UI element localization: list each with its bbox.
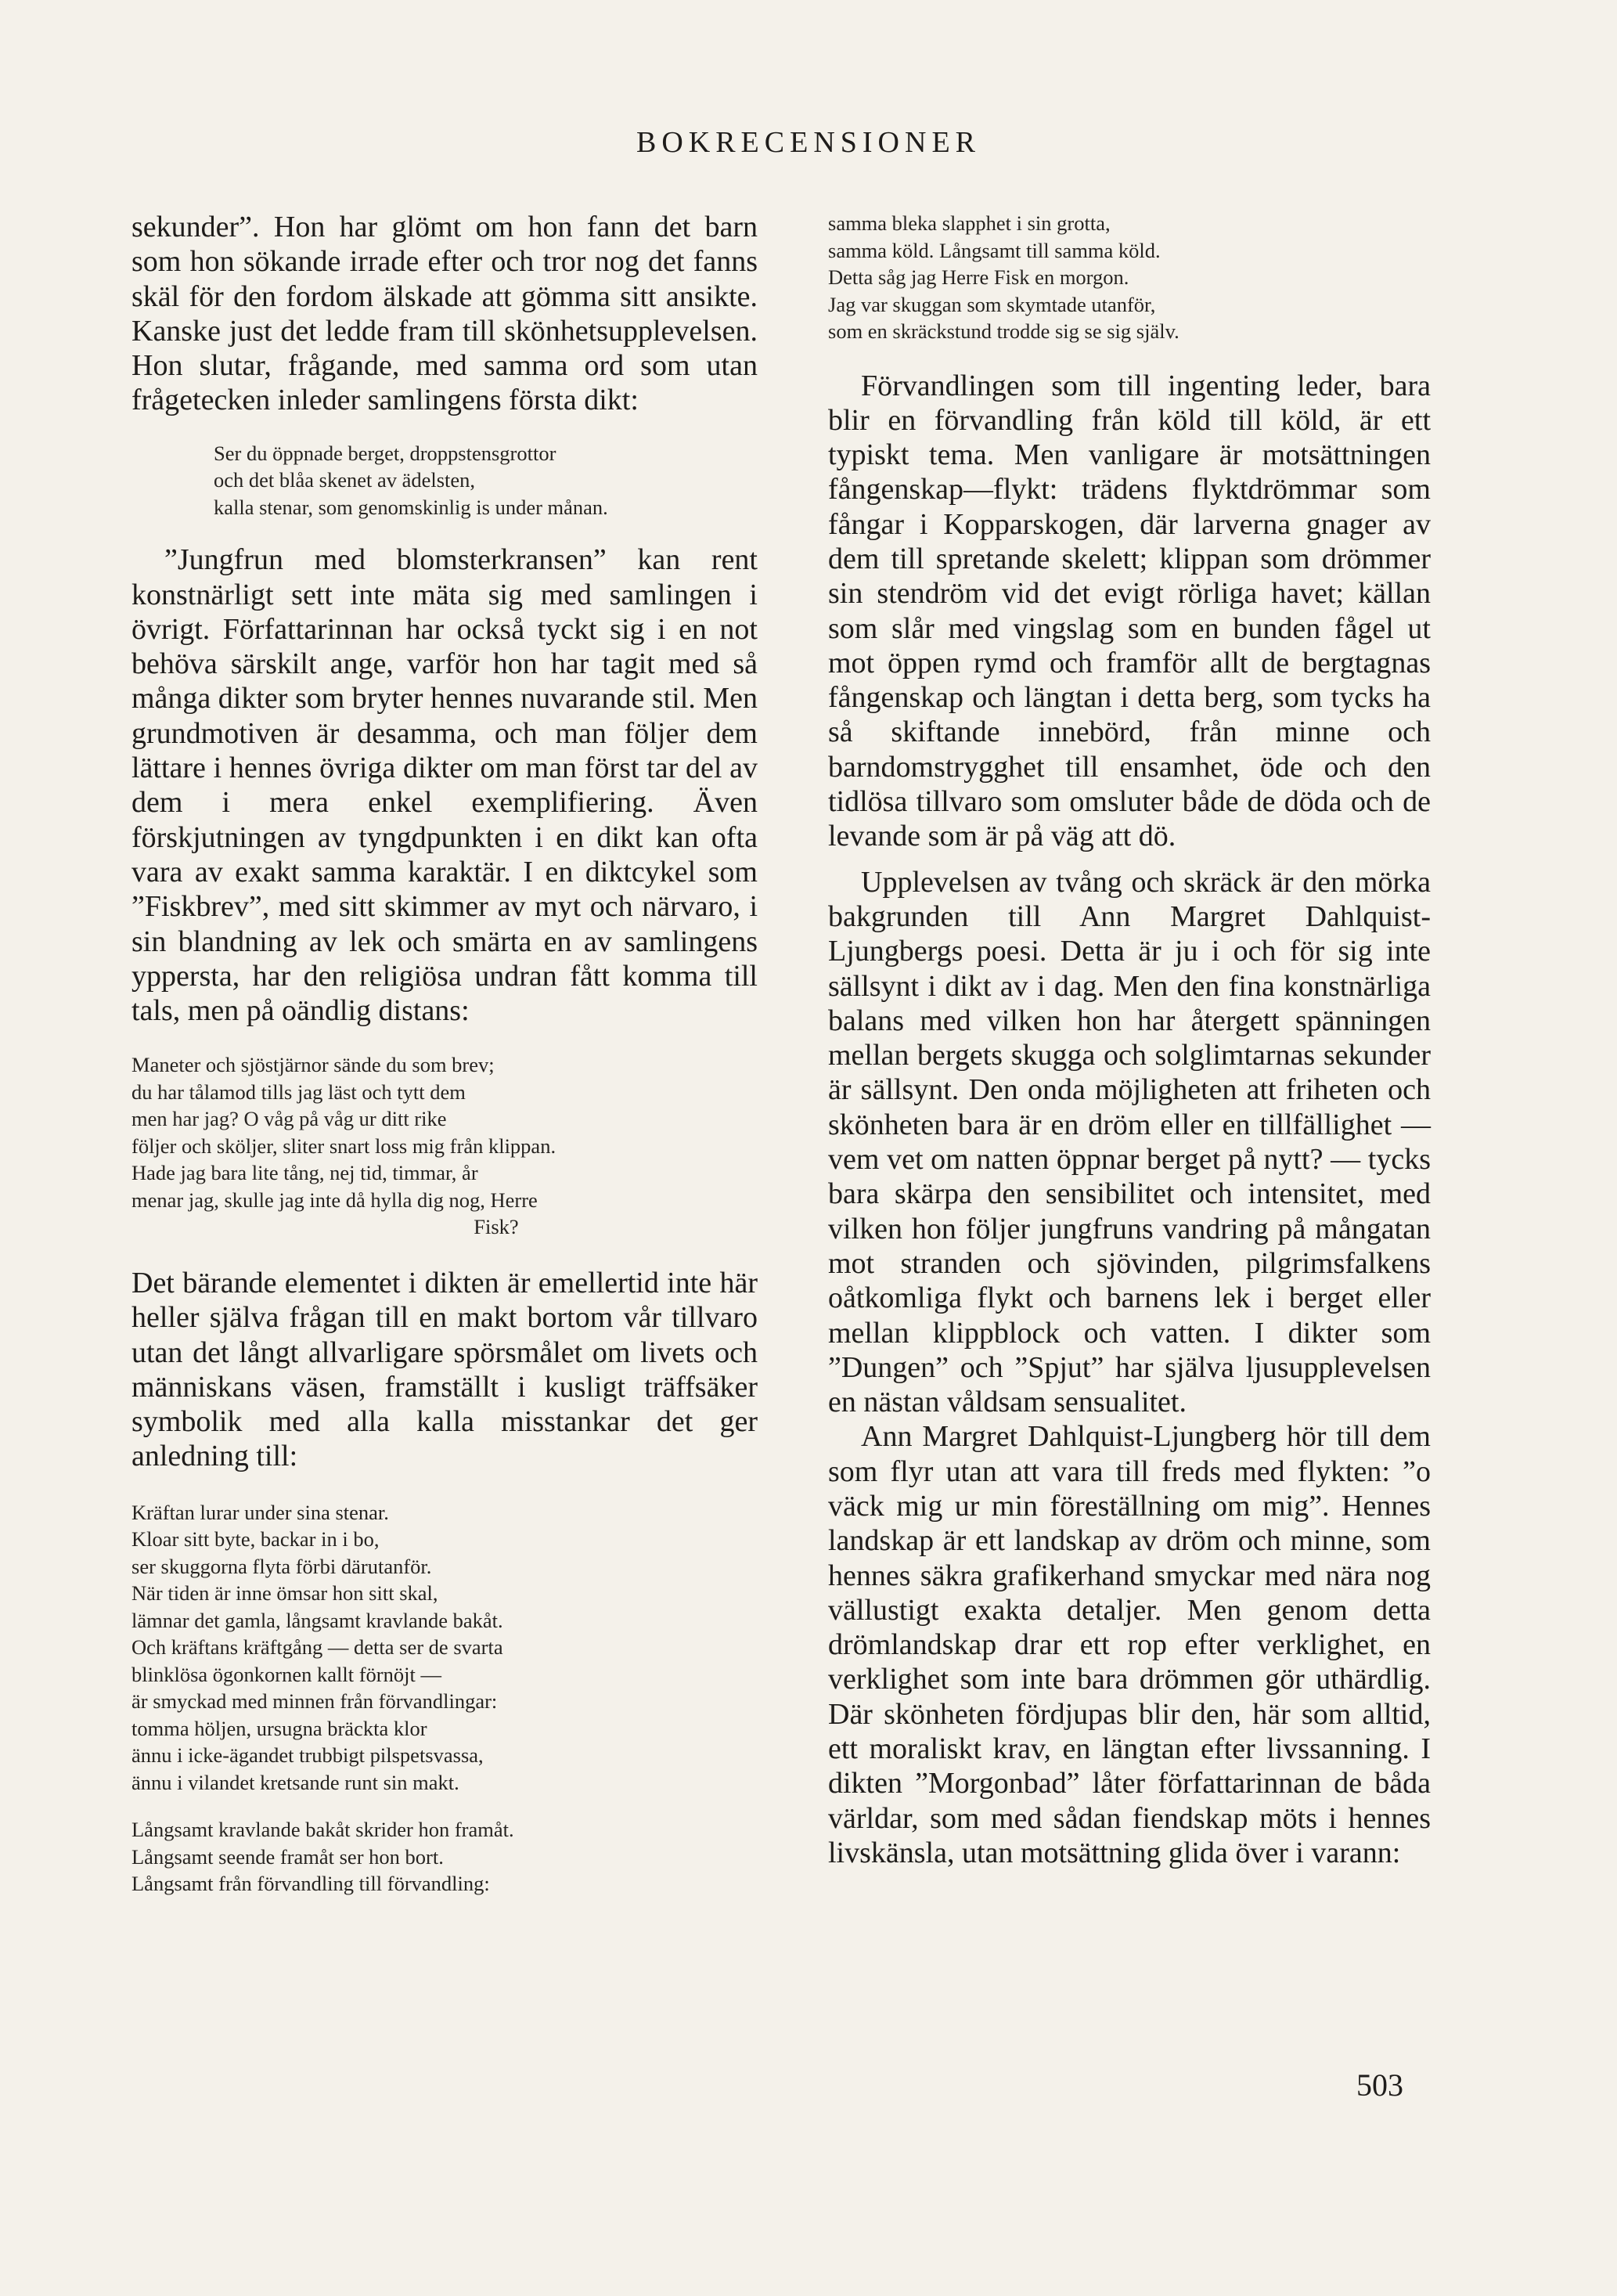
paragraph: Det bärande elementet i dikten är emellertid inte här heller själva frågan till en makt bortom vår tillvaro utan det långt allvarligare spörsmålet om livets och människans väsen, framställt i kusligt träffsäker symbolik med alla kalla misstankar det ger anledning till: (131, 1266, 758, 1473)
poem-excerpt: Kräftan lurar under sina stenar. Kloar sitt byte, backar in i bo, ser skuggorna flyta förbi därutanför. När tiden är inne ömsar hon sitt skal, lämnar det gamla, långsamt kravlande bakåt. Och kräftans kräftgång — detta ser de svarta blinklösa ögonkornen kallt förnöjt — är smyckad med minnen från förvandlingar: tomma höljen, ursugna bräckta klor ännu i icke-ägandet trubbigt pilspetsvassa, ännu i vilandet kretsande runt sin makt. (131, 1500, 503, 1794)
right-column (828, 210, 1431, 1870)
paragraph: ”Jungfrun med blomsterkransen” kan rent konstnärligt sett inte mäta sig med samlingen i övrigt. Författarinnan har också tyckt sig i en not behöva särskilt ange, varför hon har tagit med så många dikter som bryter hennes nuvarande stil. Men grundmotiven är desamma, och man följer dem lättare i hennes övriga dikter om man först tar del av dem i mera enkel exemplifiering. Även förskjutningen av tyngdpunkten i en dikt kan ofta vara av exakt samma karaktär. I en diktcykel som ”Fiskbrev”, med sitt skimmer av myt och närvaro, i sin blandning av lek och smärta en av samlingens yppersta, har den religiösa undran fått komma till tals, men på oändlig distans: (131, 543, 758, 1028)
paragraph: Ann Margret Dahlquist-Ljungberg hör till dem som flyr utan att vara till freds med flykten: ”o väck mig ur min föreställning om mig”. Hennes landskap är ett landskap av dröm och minne, som hennes säkra grafikerhand smyckar med nära nog vällustigt exakta detaljer. Men genom detta drömlandskap drar ett rop efter verklighet, en verklighet som inte bara drömmen gör uthärdlig. Där skönheten fördjupas blir den, här som alltid, ett moraliskt krav, en längtan efter livssanning. I dikten ”Morgonbad” låter författarinnan de båda världar, som med sådan fiendskap möts i hennes livskänsla, utan motsättning glida över i varann: (828, 1420, 1431, 1869)
poem-excerpt: Maneter och sjöstjärnor sände du som brev; du har tålamod tills jag läst och tytt dem men har jag? O våg på våg ur ditt rike följer och sköljer, sliter snart loss mig från klippan. Hade jag bara lite tång, nej tid, timmar, år menar jag, skulle jag inte då hylla dig nog, Herre Fisk? (131, 1053, 556, 1239)
running-header: BOKRECENSIONER (636, 126, 981, 159)
poem-excerpt: Ser du öppnade berget, droppstensgrottor och det blåa skenet av ädelsten, kalla stenar, som genomskinlig is under månan. (214, 441, 608, 519)
page-number: 503 (1356, 2067, 1403, 2103)
paragraph: Upplevelsen av tvång och skräck är den mörka bakgrunden till Ann Margret Dahlquist-Ljungbergs poesi. Detta är ju i och för sig inte sällsynt i dikt av i dag. Men den fina konstnärliga balans med vilken hon har återgett spänningen mellan bergets skugga och solglimtarnas sekunder är sällsynt. Den onda möjligheten att friheten och skönheten bara är en dröm eller en tillfällighet — vem vet om natten öppnar berget på nytt? — tycks bara skärpa den sensibilitet och intensitet, med vilken hon följer jungfruns vandring på mångatan mot stranden och sjövinden, pilgrimsfalkens oåtkomliga flykt och barnens lek i berget eller mellan klippblock och vatten. I dikter som ”Dungen” och ”Spjut” har själva ljusupplevelsen en nästan våldsam sensualitet. (828, 865, 1431, 1419)
poem-excerpt: samma bleka slapphet i sin grotta, samma köld. Långsamt till samma köld. Detta såg jag Herre Fisk en morgon. Jag var skuggan som skymtade utanför, som en skräckstund trodde sig se sig själv. (828, 211, 1179, 343)
paragraph: sekunder”. Hon har glömt om hon fann det barn som hon sökande irrade efter och tror nog det fanns skäl för den fordom älskade att gömma sitt ansikte. Kanske just det ledde fram till skönhetsupplevelsen. Hon slutar, frågande, med samma ord som utan frågetecken inleder samlingens första dikt: (131, 211, 758, 417)
poem-excerpt: Långsamt kravlande bakåt skrider hon framåt. Långsamt seende framåt ser hon bort. Långsamt från förvandling till förvandling: (131, 1818, 514, 1896)
paragraph: Förvandlingen som till ingenting leder, bara blir en förvandling från köld till köld, är ett typiskt tema. Men vanligare är motsättningen fångenskap—flykt: trädens flyktdrömmar som fångar i Kopparskogen, där larverna gnager av dem till spretande skelett; klippan som drömmer sin stendröm vid det evigt rörliga havet; källan som slår med vingslag som en bunden fågel ut mot öppen rymd och framför allt de bergtagnas fångenskap och längtan i detta berg, som tycks ha så skiftande innebörd, från minne och barndomstrygghet till ensamhet, öde och den tidlösa tillvaro som omsluter både de döda och de levande som är på väg att dö. (828, 369, 1431, 853)
left-column (131, 210, 758, 1898)
